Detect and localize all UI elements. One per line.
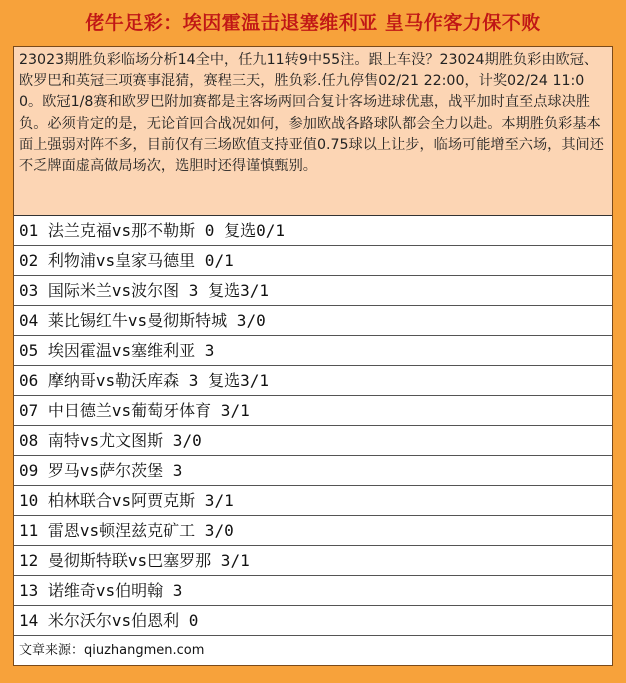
match-prediction: 莱比锡红牛vs曼彻斯特城 3/0 [47, 311, 266, 330]
match-prediction: 罗马vs萨尔茨堡 3 [47, 461, 183, 480]
match-prediction: 国际米兰vs波尔图 3 复选3/1 [47, 281, 269, 300]
match-row-09 [14, 456, 612, 486]
match-number: 07 [19, 401, 39, 420]
match-row-11 [14, 516, 612, 546]
match-number: 11 [19, 521, 39, 540]
content-panel [13, 46, 613, 666]
match-prediction: 雷恩vs顿涅兹克矿工 3/0 [47, 521, 234, 540]
match-prediction: 曼彻斯特联vs巴塞罗那 3/1 [47, 551, 250, 570]
match-row-14 [14, 606, 612, 636]
match-number: 05 [19, 341, 39, 360]
match-row-07 [14, 396, 612, 426]
match-prediction: 中日德兰vs葡萄牙体育 3/1 [47, 401, 250, 420]
match-number: 13 [19, 581, 39, 600]
match-number: 01 [19, 221, 39, 240]
match-number: 08 [19, 431, 39, 450]
match-number: 02 [19, 251, 39, 270]
match-prediction: 法兰克福vs那不勒斯 0 复选0/1 [47, 221, 285, 240]
page-title: 佬牛足彩：埃因霍温击退塞维利亚 皇马作客力保不败 [85, 12, 541, 34]
match-row-08 [14, 426, 612, 456]
match-number: 14 [19, 611, 39, 630]
match-number: 12 [19, 551, 39, 570]
match-prediction: 米尔沃尔vs伯恩利 0 [47, 611, 199, 630]
match-prediction: 利物浦vs皇家马德里 0/1 [47, 251, 234, 270]
match-prediction: 埃因霍温vs塞维利亚 3 [47, 341, 215, 360]
match-prediction: 南特vs尤文图斯 3/0 [47, 431, 202, 450]
match-row-01 [14, 216, 612, 246]
intro-paragraph: 23023期胜负彩临场分析14全中，任九11转9中55注。跟上车没？23024期胜负彩由欧冠、欧罗巴和英冠三项赛事混猜，赛程三天，胜负彩.任九停售02/21 22:00，计奖02/24 11:00。欧冠1/8赛和欧罗巴附加赛都是主客场两回合复计客场进球优惠，战平加时直至点球决胜负。必须肯定的是，无论首回合战况如何，参加欧战各路球队都会全力以赴。本期胜负彩基本面上强弱对阵不多，目前仅有三场欧值支持亚值0.75球以上让步，临场可能增至六场，其间还不乏牌面虚高做局场次，选胆时还得谨慎甄别。 [14, 47, 612, 216]
match-number: 03 [19, 281, 39, 300]
match-list [14, 216, 612, 636]
match-row-06 [14, 366, 612, 396]
match-row-05 [14, 336, 612, 366]
match-row-03 [14, 276, 612, 306]
match-row-02 [14, 246, 612, 276]
match-number: 10 [19, 491, 39, 510]
match-number: 09 [19, 461, 39, 480]
match-prediction: 摩纳哥vs勒沃库森 3 复选3/1 [47, 371, 269, 390]
match-row-12 [14, 546, 612, 576]
match-prediction: 柏林联合vs阿贾克斯 3/1 [47, 491, 234, 510]
match-number: 06 [19, 371, 39, 390]
match-row-04 [14, 306, 612, 336]
match-number: 04 [19, 311, 39, 330]
match-prediction: 诺维奇vs伯明翰 3 [47, 581, 183, 600]
match-row-10 [14, 486, 612, 516]
source-credit: 文章来源：qiuzhangmen.com [19, 643, 205, 658]
match-row-13 [14, 576, 612, 606]
